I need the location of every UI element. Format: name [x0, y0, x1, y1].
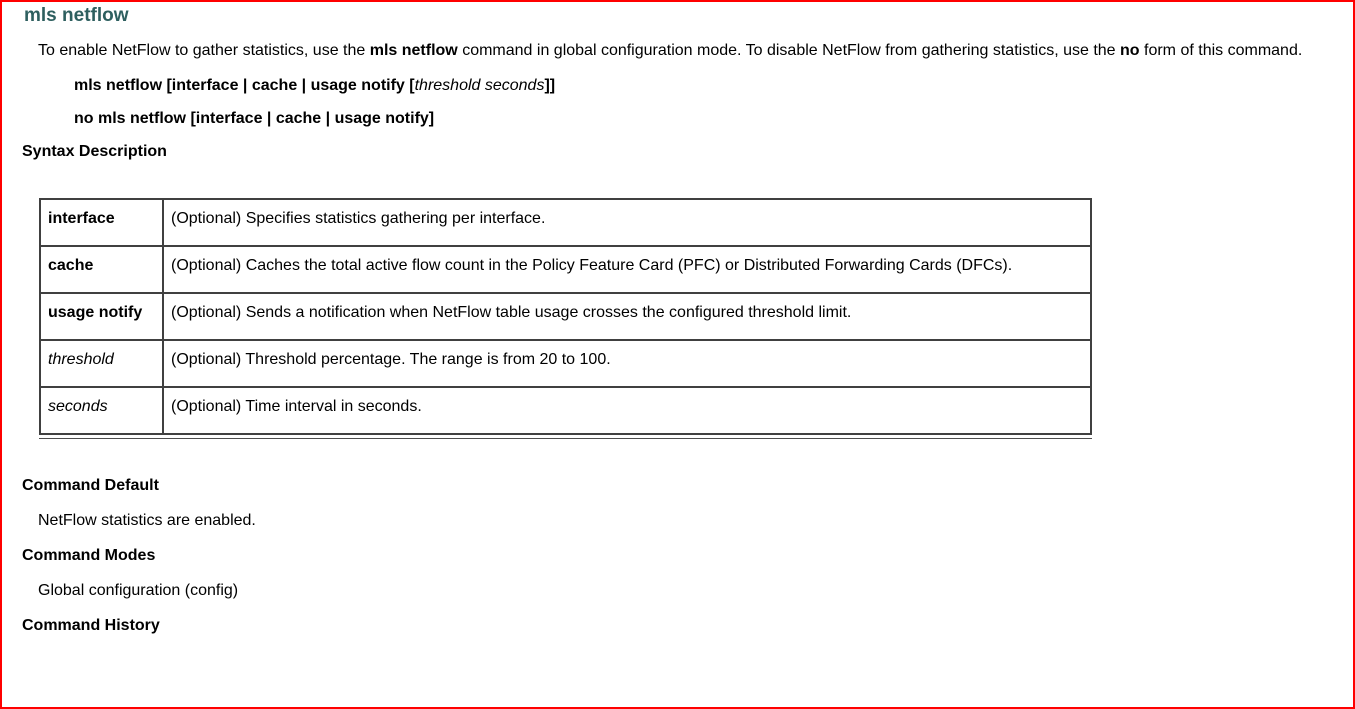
table-row	[40, 199, 1091, 246]
syntax-keyword-cell: interface	[40, 199, 163, 246]
syntax-description-cell: (Optional) Specifies statistics gathering per interface.	[163, 199, 1091, 246]
syntax-keyword-cell: threshold	[40, 340, 163, 387]
syntax-description-table	[39, 198, 1092, 435]
syntax-description-table-wrapper	[39, 198, 1092, 439]
syntax-keyword-cell: usage notify	[40, 293, 163, 340]
command-default-text: NetFlow statistics are enabled.	[38, 512, 256, 529]
table-row	[40, 387, 1091, 434]
page-title: mls netflow	[24, 5, 129, 26]
intro-no-keyword: no	[1120, 42, 1140, 59]
syntax-description-cell: (Optional) Sends a notification when NetFlow table usage crosses the configured threshold limit.	[163, 293, 1091, 340]
section-heading-command-history: Command History	[22, 617, 160, 634]
syntax-bold-segment: mls netflow [interface | cache | usage notify [	[74, 77, 415, 94]
syntax-keyword-cell: cache	[40, 246, 163, 293]
section-heading-command-modes: Command Modes	[22, 547, 156, 564]
section-heading-syntax-description: Syntax Description	[22, 143, 167, 160]
syntax-description-cell: (Optional) Threshold percentage. The range is from 20 to 100.	[163, 340, 1091, 387]
syntax-description-cell: (Optional) Caches the total active flow count in the Policy Feature Card (PFC) or Distributed Forwarding Cards (DFCs).	[163, 246, 1091, 293]
table-row	[40, 246, 1091, 293]
section-heading-command-default: Command Default	[22, 477, 159, 494]
intro-text-2: command in global configuration mode. To disable NetFlow from gathering statistics, use the	[457, 42, 1121, 59]
table-row	[40, 340, 1091, 387]
intro-text-3: form of this command.	[1139, 42, 1303, 59]
syntax-table-body	[40, 199, 1091, 434]
intro-command-name: mls netflow	[369, 42, 458, 59]
table-row	[40, 293, 1091, 340]
syntax-italic-arguments: threshold seconds	[414, 77, 545, 94]
syntax-keyword-cell: seconds	[40, 387, 163, 434]
intro-paragraph	[38, 39, 1344, 63]
command-syntax-line-1	[74, 77, 1353, 95]
syntax-description-cell: (Optional) Time interval in seconds.	[163, 387, 1091, 434]
intro-text-1: To enable NetFlow to gather statistics, use the	[38, 42, 370, 59]
command-modes-text: Global configuration (config)	[38, 582, 239, 599]
syntax-closing-brackets: ]]	[544, 77, 556, 94]
command-syntax-line-2: no mls netflow [interface | cache | usage notify]	[74, 110, 435, 127]
